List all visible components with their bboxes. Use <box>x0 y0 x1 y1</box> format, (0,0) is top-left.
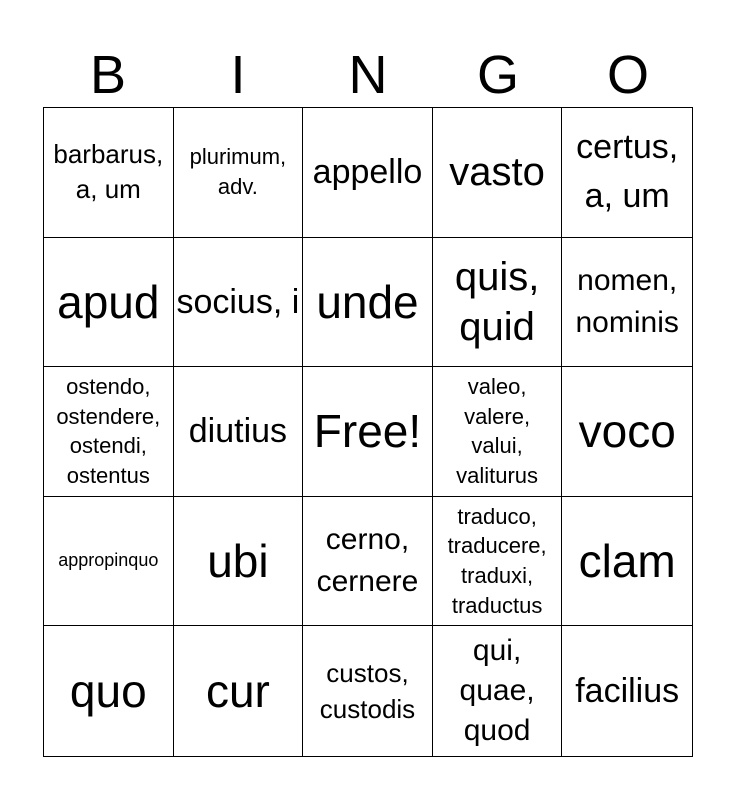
cell-text: certus, a, um <box>576 128 679 216</box>
bingo-cell[interactable] <box>433 108 563 238</box>
header-letter-o: O <box>606 45 649 105</box>
cell-text: cerno, cernere <box>316 523 419 599</box>
bingo-cell[interactable] <box>44 367 174 497</box>
cell-text: voco <box>578 405 676 458</box>
bingo-cell[interactable] <box>562 367 692 497</box>
cell-text: ostendo, ostendere, ostendi, ostentus <box>56 374 161 489</box>
cell-text: socius, i <box>176 282 300 321</box>
bingo-cell[interactable] <box>174 108 304 238</box>
bingo-cell[interactable] <box>303 626 433 756</box>
cell-text: barbarus, a, um <box>53 139 164 205</box>
cell-text: apud <box>57 275 160 328</box>
cell-text: valeo, valere, valui, valiturus <box>456 374 539 489</box>
cell-text: quis, quid <box>454 254 540 349</box>
bingo-cell[interactable] <box>562 108 692 238</box>
bingo-cell[interactable] <box>562 497 692 627</box>
bingo-cell[interactable] <box>562 238 692 368</box>
bingo-cell[interactable] <box>174 626 304 756</box>
cell-text: plurimum, adv. <box>189 143 287 200</box>
bingo-cell[interactable] <box>433 367 563 497</box>
cell-text: clam <box>578 534 676 587</box>
cell-text: appropinquo <box>58 550 159 571</box>
bingo-cell[interactable] <box>562 626 692 756</box>
cell-text: unde <box>316 275 419 328</box>
header-letter-n: N <box>348 45 388 105</box>
cell-text: appello <box>312 152 423 191</box>
cell-text: custos, custodis <box>319 657 416 725</box>
bingo-cell[interactable] <box>174 367 304 497</box>
bingo-cell[interactable] <box>303 238 433 368</box>
cell-text: cur <box>205 664 270 717</box>
cell-text: vasto <box>449 149 545 194</box>
bingo-cell[interactable] <box>44 108 174 238</box>
bingo-cell[interactable] <box>44 497 174 627</box>
bingo-cell[interactable] <box>433 497 563 627</box>
cell-text: facilius <box>575 671 680 710</box>
bingo-cell[interactable] <box>44 238 174 368</box>
header-letter-b: B <box>89 45 127 105</box>
bingo-board <box>43 107 693 757</box>
bingo-cell[interactable] <box>303 497 433 627</box>
bingo-cell[interactable] <box>433 626 563 756</box>
header-letter-i: I <box>230 45 246 105</box>
bingo-header <box>43 42 693 108</box>
header-letter-g: G <box>476 45 519 105</box>
bingo-cell[interactable] <box>433 238 563 368</box>
cell-text: Free! <box>313 405 422 458</box>
bingo-cell[interactable] <box>174 497 304 627</box>
bingo-cell[interactable] <box>303 108 433 238</box>
bingo-cell[interactable] <box>174 238 304 368</box>
cell-text: nomen, nominis <box>575 263 679 339</box>
free-space[interactable] <box>303 367 433 497</box>
cell-text: ubi <box>207 534 269 587</box>
cell-text: quo <box>69 664 147 717</box>
cell-text: traduco, traducere, traduxi, traductus <box>447 503 547 618</box>
bingo-cell[interactable] <box>44 626 174 756</box>
cell-text: diutius <box>188 412 288 451</box>
cell-text: qui, quae, quod <box>459 634 535 748</box>
